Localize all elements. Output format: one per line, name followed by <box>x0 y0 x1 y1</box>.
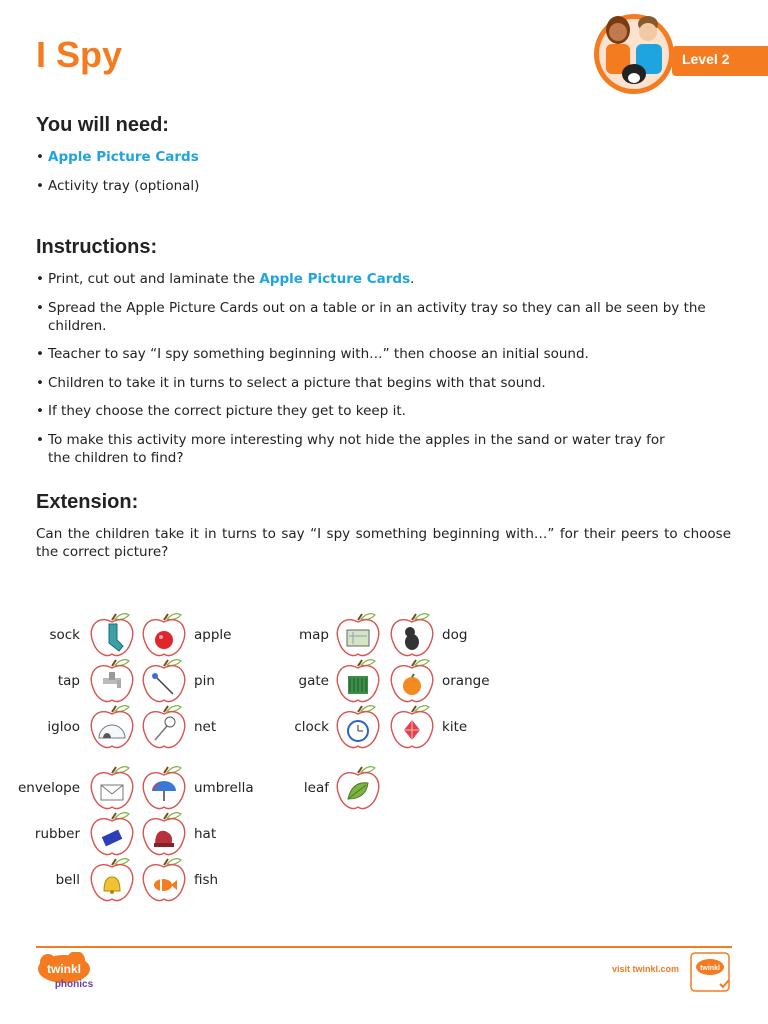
card-word-leaf: leaf <box>303 780 329 796</box>
apple-icon <box>141 610 187 660</box>
apple-card-sock[interactable] <box>89 610 135 660</box>
instruction-step: • To make this activity more interesting why not hide the apples in the sand or water tray for the children to find? <box>36 431 668 467</box>
apple-card-rubber[interactable] <box>89 809 135 859</box>
needs-item-tray: • Activity tray (optional) <box>36 177 736 195</box>
card-word-tap: tap <box>57 673 80 689</box>
umbrella-icon <box>141 763 187 813</box>
net-icon <box>141 702 187 752</box>
instruction-step: • Spread the Apple Picture Cards out on a table or in an activity tray so they can all be seen by the children. <box>36 299 736 335</box>
apple-card-gate[interactable] <box>335 656 381 706</box>
map-icon <box>335 610 381 660</box>
pin-icon <box>141 656 187 706</box>
children-illustration-icon <box>592 4 682 99</box>
apple-card-orange[interactable] <box>389 656 435 706</box>
logo-twinkl-text: twinkl <box>46 962 82 976</box>
card-word-map: map <box>299 627 329 643</box>
card-word-envelope: envelope <box>17 780 80 796</box>
card-word-pin: pin <box>194 673 215 689</box>
extension-text: Can the children take it in turns to say “I spy something beginning with…” for their peers to choose the correct picture? <box>36 526 731 560</box>
dog-icon <box>389 610 435 660</box>
needs-list <box>36 148 736 205</box>
card-word-clock: clock <box>294 719 329 735</box>
footer-divider <box>36 946 732 948</box>
instructions-heading: Instructions: <box>36 236 158 258</box>
igloo-icon <box>89 702 135 752</box>
card-word-umbrella: umbrella <box>194 780 254 796</box>
card-word-orange: orange <box>442 673 490 689</box>
sock-icon <box>89 610 135 660</box>
apple-card-dog[interactable] <box>389 610 435 660</box>
apple-card-bell[interactable] <box>89 855 135 905</box>
instruction-step: • Print, cut out and laminate the Apple Picture Cards. <box>36 270 736 288</box>
needs-item-apple-cards[interactable] <box>36 148 736 166</box>
fish-icon <box>141 855 187 905</box>
envelope-icon <box>89 763 135 813</box>
card-word-rubber: rubber <box>34 826 80 842</box>
card-word-fish: fish <box>194 872 219 888</box>
apple-card-apple[interactable] <box>141 610 187 660</box>
apple-card-net[interactable] <box>141 702 187 752</box>
apple-card-igloo[interactable] <box>89 702 135 752</box>
rubber-icon <box>89 809 135 859</box>
card-word-bell: bell <box>55 872 80 888</box>
card-word-kite: kite <box>442 719 468 735</box>
apple-card-hat[interactable] <box>141 809 187 859</box>
card-word-sock: sock <box>49 627 80 643</box>
kite-icon <box>389 702 435 752</box>
apple-cards-link[interactable]: Apple Picture Cards <box>259 271 411 287</box>
card-word-net: net <box>194 719 217 735</box>
visit-twinkl-link[interactable]: visit twinkl.com <box>612 964 680 974</box>
apple-cards-link[interactable]: Apple Picture Cards <box>48 149 199 165</box>
apple-card-leaf[interactable] <box>335 763 381 813</box>
apple-card-tap[interactable] <box>89 656 135 706</box>
apple-card-umbrella[interactable] <box>141 763 187 813</box>
apple-card-clock[interactable] <box>335 702 381 752</box>
tap-icon <box>89 656 135 706</box>
instruction-step: • Teacher to say “I spy something beginning with…” then choose an initial sound. <box>36 345 736 363</box>
needs-heading: You will need: <box>36 114 169 136</box>
level-badge <box>592 4 768 99</box>
clock-icon <box>335 702 381 752</box>
apple-card-kite[interactable] <box>389 702 435 752</box>
hat-icon <box>141 809 187 859</box>
card-word-igloo: igloo <box>47 719 80 735</box>
level-label: Level 2 <box>682 51 730 67</box>
card-word-hat: hat <box>194 826 217 842</box>
bell-icon <box>89 855 135 905</box>
twinkl-phonics-logo <box>36 952 100 992</box>
card-word-gate: gate <box>298 673 329 689</box>
page-title: I Spy <box>36 34 123 75</box>
orange-icon <box>389 656 435 706</box>
apple-card-envelope[interactable] <box>89 763 135 813</box>
extension-heading: Extension: <box>36 491 139 513</box>
apple-card-fish[interactable] <box>141 855 187 905</box>
leaf-icon <box>335 763 381 813</box>
apple-card-map[interactable] <box>335 610 381 660</box>
instruction-step: • If they choose the correct picture they get to keep it. <box>36 402 736 420</box>
instruction-step: • Children to take it in turns to select a picture that begins with that sound. <box>36 374 736 392</box>
logo-phonics-text: phonics <box>54 979 94 990</box>
gate-icon <box>335 656 381 706</box>
quality-seal-icon <box>690 952 732 992</box>
card-word-dog: dog <box>442 627 468 643</box>
seal-text: twinkl <box>700 965 720 972</box>
card-word-apple: apple <box>194 627 232 643</box>
apple-card-pin[interactable] <box>141 656 187 706</box>
instructions-list <box>36 270 736 477</box>
